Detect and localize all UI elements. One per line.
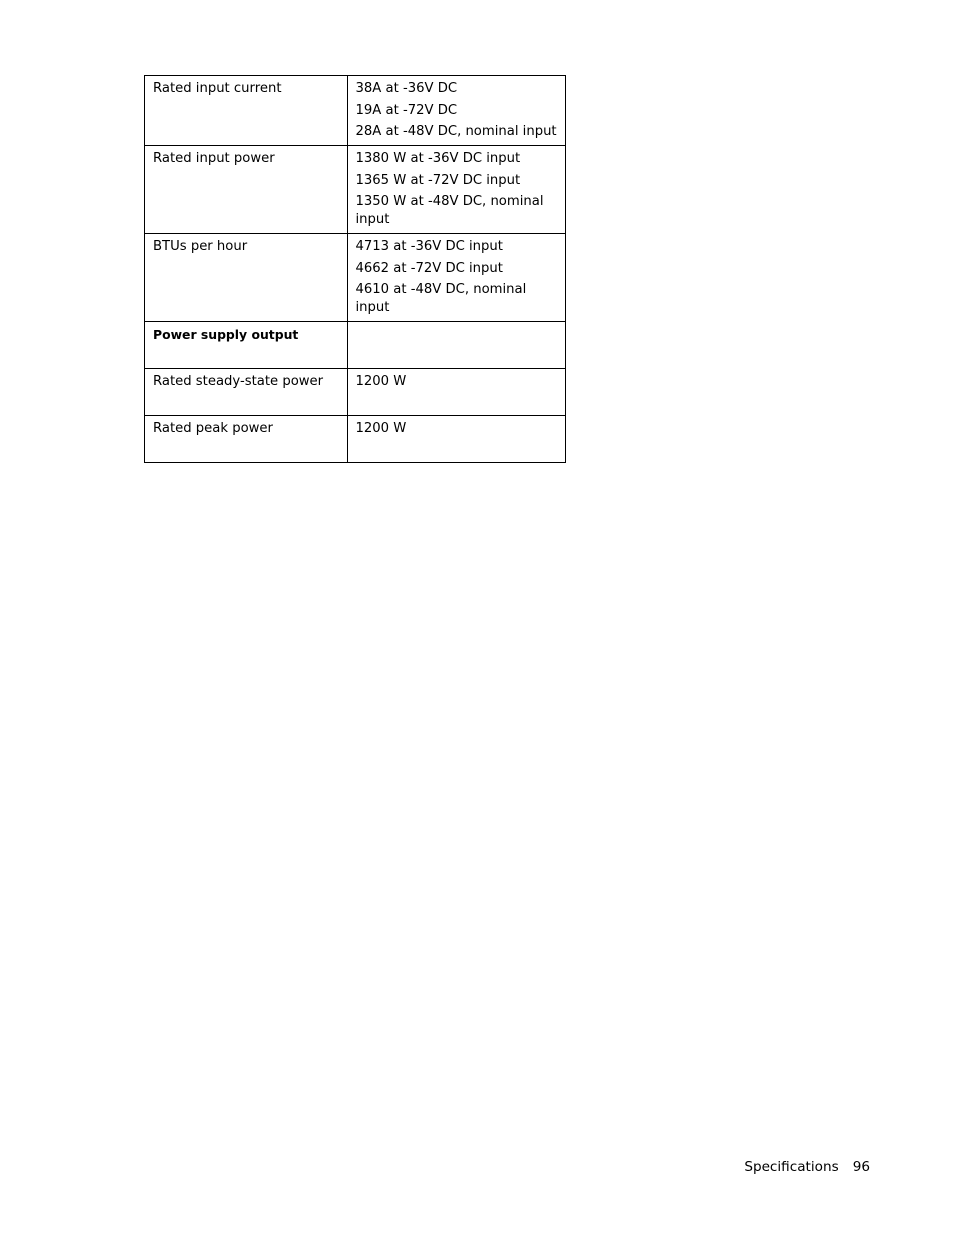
power-supply-output-header: Power supply output: [153, 327, 299, 342]
value-line: 1350 W at -48V DC, nominal input: [355, 194, 544, 227]
btus-per-hour-label: BTUs per hour: [153, 239, 248, 254]
value-line: 28A at -48V DC, nominal input: [355, 124, 557, 139]
row-label: [145, 146, 348, 234]
value-line: 1200 W: [355, 421, 407, 436]
row-value: [347, 76, 565, 146]
table-row: [145, 234, 566, 322]
value-line: 19A at -72V DC: [355, 102, 458, 118]
table-row: [145, 416, 566, 463]
rated-input-current-label: Rated input current: [153, 81, 282, 96]
row-value: [347, 146, 565, 234]
value-line: 4662 at -72V DC input: [355, 260, 503, 276]
row-label: [145, 369, 348, 416]
row-value: [347, 416, 565, 463]
value-line: 4713 at -36V DC input: [355, 239, 503, 254]
value-line: 1365 W at -72V DC input: [355, 172, 521, 188]
row-label: [145, 322, 348, 369]
value-line: 1200 W: [355, 374, 407, 389]
table-section-row: [145, 322, 566, 369]
specifications-table: [144, 75, 566, 463]
table-row: [145, 369, 566, 416]
value-line: 38A at -36V DC: [355, 81, 458, 96]
table-row: [145, 146, 566, 234]
row-value: [347, 369, 565, 416]
footer-section-name: Specifications: [744, 1159, 839, 1175]
rated-steady-state-power-label: Rated steady-state power: [153, 374, 324, 389]
table-row: [145, 76, 566, 146]
row-label: [145, 234, 348, 322]
row-label: [145, 416, 348, 463]
value-line: 4610 at -48V DC, nominal input: [355, 282, 527, 315]
rated-peak-power-label: Rated peak power: [153, 421, 273, 436]
row-label: [145, 76, 348, 146]
page-footer: [744, 1158, 870, 1176]
rated-input-power-label: Rated input power: [153, 151, 275, 166]
value-line: 1380 W at -36V DC input: [355, 151, 521, 166]
row-value: [347, 322, 565, 369]
row-value: [347, 234, 565, 322]
page-number: 96: [852, 1159, 870, 1175]
